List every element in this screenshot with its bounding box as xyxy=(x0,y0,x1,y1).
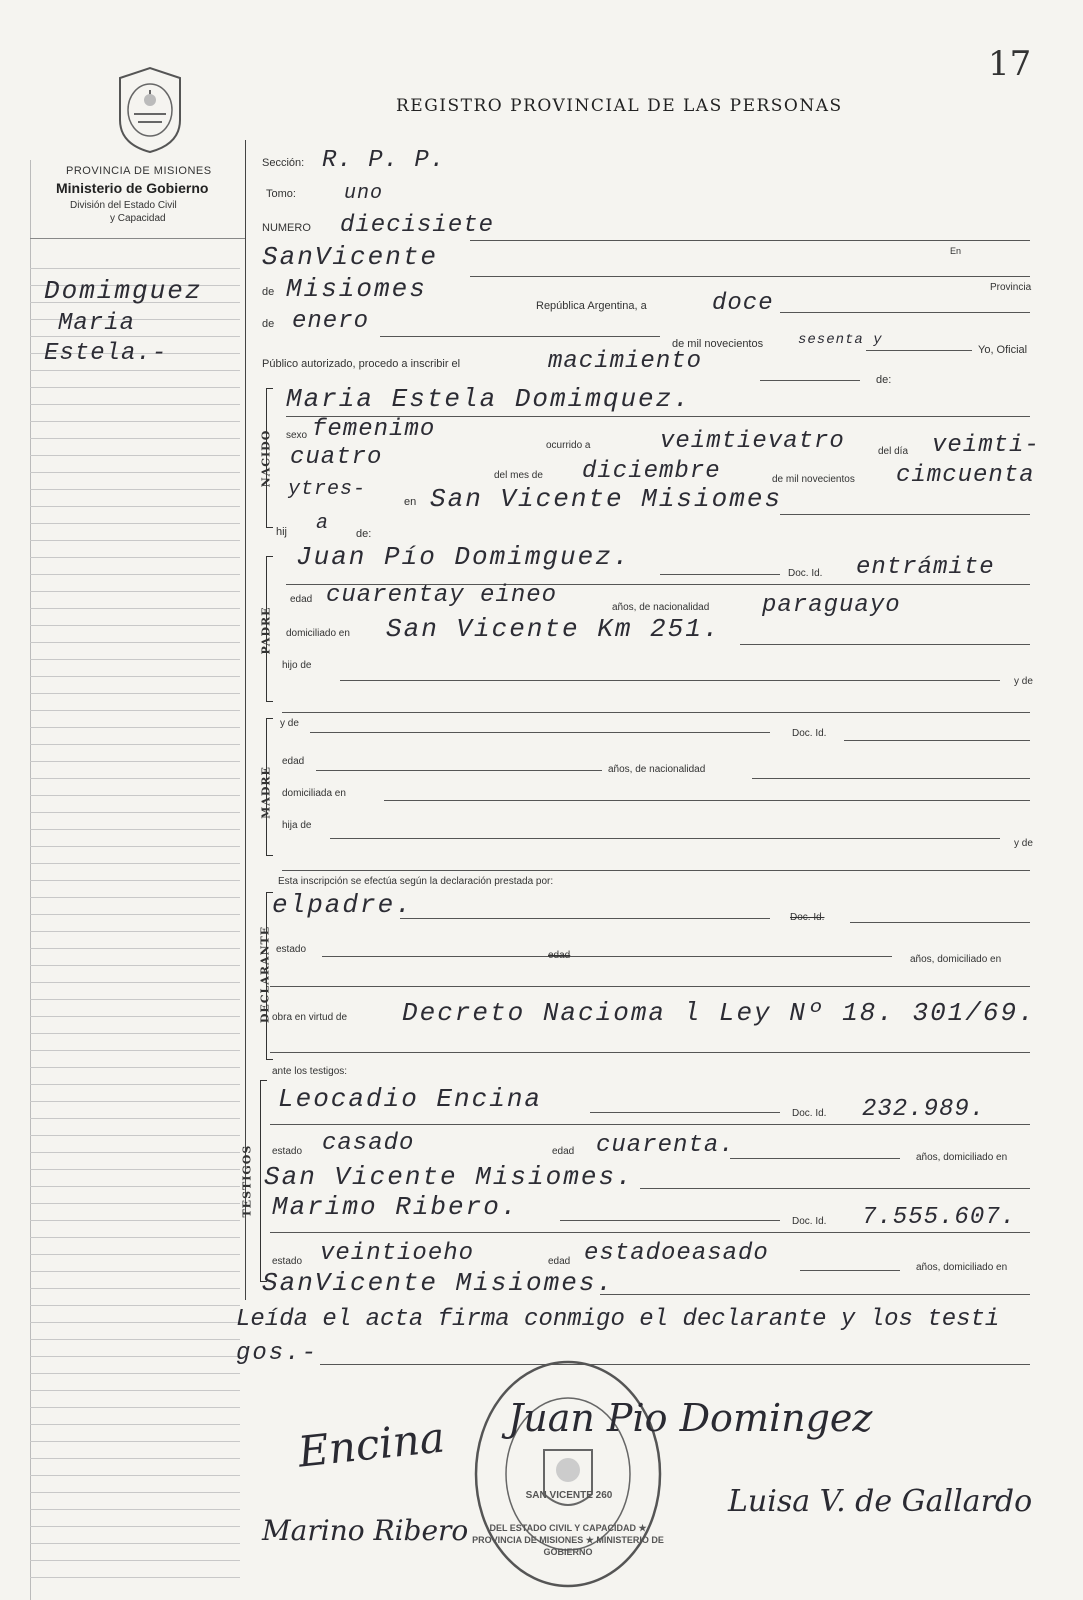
dia-line2: cuatro xyxy=(290,444,383,471)
testigo1-edad-value: cuarenta. xyxy=(596,1132,735,1159)
label-republica: República Argentina, a xyxy=(536,300,647,312)
margin-rule xyxy=(30,625,240,626)
margin-rule xyxy=(30,489,240,490)
margin-rule xyxy=(30,1458,240,1459)
label-de-mil-nac: de mil novecientos xyxy=(772,474,855,485)
label-hij: hij xyxy=(276,526,288,538)
label-de-mil: de mil novecientos xyxy=(672,338,764,350)
margin-rule xyxy=(30,1475,240,1476)
margin-rule xyxy=(30,931,240,932)
label-domiciliada: domiciliada en xyxy=(282,788,346,799)
margin-rule xyxy=(30,880,240,881)
label-hijo-de: hijo de xyxy=(282,660,312,671)
margin-note-name2: Estela.- xyxy=(44,340,168,367)
margin-rule xyxy=(30,1577,240,1578)
label-anos-dom-testigo1: años, domiciliado en xyxy=(916,1152,1008,1163)
margin-note-surname: Domimguez xyxy=(44,276,203,306)
margin-rule xyxy=(30,1288,240,1289)
testigo1-estado-value: casado xyxy=(322,1130,415,1157)
label-doc-testigo2: Doc. Id. xyxy=(792,1216,827,1227)
label-doc-declarante: Doc. Id. xyxy=(790,912,825,923)
coat-of-arms-icon xyxy=(108,64,192,156)
label-anos-nac-madre: años, de nacionalidad xyxy=(608,764,706,775)
margin-rule xyxy=(30,1186,240,1187)
label-provincia: Provincia xyxy=(990,282,1032,293)
margin-rule xyxy=(30,1220,240,1221)
label-edad-padre: edad xyxy=(290,594,313,605)
label-estado-testigo2: estado xyxy=(272,1256,303,1267)
label-doc-madre: Doc. Id. xyxy=(792,728,827,739)
label-obra: obra en virtud de xyxy=(272,1012,348,1023)
cierre-line1: Leída el acta firma conmigo el declarante y los testi xyxy=(236,1306,1000,1333)
label-doc-testigo1: Doc. Id. xyxy=(792,1108,827,1119)
label-publico: Público autorizado, procedo a inscribir el xyxy=(262,358,461,370)
acto-value: macimiento xyxy=(548,348,703,375)
margin-rule xyxy=(30,693,240,694)
margin-rule xyxy=(30,727,240,728)
province-name: PROVINCIA DE MISIONES xyxy=(66,165,212,177)
anio-line2: ytres- xyxy=(288,478,367,501)
madre-label: MADRE xyxy=(259,766,273,819)
sexo-value: femenimo xyxy=(312,416,436,443)
label-seccion: Sección: xyxy=(262,157,305,169)
nacido-nombre: Maria Estela Domimquez. xyxy=(286,384,691,414)
margin-rule xyxy=(30,1016,240,1017)
margin-rule xyxy=(30,1492,240,1493)
dia-acta-value: doce xyxy=(712,290,774,317)
margin-divider xyxy=(245,140,246,1300)
label-de-hij: de: xyxy=(356,528,372,540)
testigo2-domicilio-value: SanVicente Misiomes. xyxy=(262,1268,615,1298)
hij-suffix: a xyxy=(316,512,330,535)
label-estado-testigo1: estado xyxy=(272,1146,303,1157)
signature-juan-pio: Juan Pio Domingez xyxy=(508,1396,873,1440)
cierre-line2: gos.- xyxy=(236,1340,319,1367)
label-anos-nac-padre: años, de nacionalidad xyxy=(612,602,710,613)
label-edad-testigo2: edad xyxy=(548,1256,571,1267)
anio-line1: cimcuenta xyxy=(896,462,1035,489)
margin-rule xyxy=(30,1339,240,1340)
margin-rule xyxy=(30,659,240,660)
margin-rule xyxy=(30,1356,240,1357)
label-anos-dom-testigo2: años, domiciliado en xyxy=(916,1262,1008,1273)
margin-rule xyxy=(30,710,240,711)
margin-rule xyxy=(30,778,240,779)
margin-rule xyxy=(30,744,240,745)
margin-rule xyxy=(30,1067,240,1068)
declarante-label: DECLARANTE xyxy=(258,925,272,1024)
testigo1-nombre: Leocadio Encina xyxy=(278,1084,543,1114)
testigo2-nombre: Marimo Ribero. xyxy=(272,1192,519,1222)
division-line1: División del Estado Civil xyxy=(70,200,177,211)
margin-rule xyxy=(30,1203,240,1204)
seccion-value: R. P. P. xyxy=(322,147,446,174)
margin-rule xyxy=(30,761,240,762)
testigo1-doc-value: 232.989. xyxy=(862,1096,986,1123)
margin-rule xyxy=(30,1424,240,1425)
signature-encina: Encina xyxy=(295,1412,447,1477)
margin-rule xyxy=(30,1322,240,1323)
mes-acta-value: enero xyxy=(292,308,370,335)
margin-rule xyxy=(30,1271,240,1272)
margin-rule xyxy=(30,387,240,388)
margin-rule xyxy=(30,574,240,575)
label-edad-madre: edad xyxy=(282,756,305,767)
margin-rule xyxy=(30,846,240,847)
padre-domicilio-value: San Vicente Km 251. xyxy=(386,614,721,644)
margin-rule xyxy=(30,1441,240,1442)
label-ocurrido: ocurrido a xyxy=(546,440,591,451)
page-number: 17 xyxy=(988,44,1032,84)
margin-rule xyxy=(30,1543,240,1544)
testigos-label: TESTIGOS xyxy=(240,1144,254,1218)
label-y-de-madre2: y de xyxy=(1014,838,1033,849)
label-en: En xyxy=(950,246,962,256)
header-rule xyxy=(30,238,245,239)
padre-label: PADRE xyxy=(259,606,273,655)
hora-value: veimtievatro xyxy=(660,428,845,455)
label-y-de-padre: y de xyxy=(1014,676,1033,687)
margin-rule xyxy=(30,438,240,439)
margin-rule xyxy=(30,268,240,269)
label-estado-declarante: estado xyxy=(276,944,307,955)
declarante-value: elpadre. xyxy=(272,890,413,920)
label-doc-padre: Doc. Id. xyxy=(788,568,823,579)
margin-rule xyxy=(30,863,240,864)
label-de-provincia: de xyxy=(262,286,275,298)
margin-rule xyxy=(30,540,240,541)
label-declaracion: Esta inscripción se efectúa según la declaración prestada por: xyxy=(278,876,554,887)
margin-rule xyxy=(30,948,240,949)
margin-rule xyxy=(30,1305,240,1306)
numero-value: diecisiete xyxy=(340,212,495,239)
decreto-value: Decreto Nacioma l Ley Nº 18. 301/69. xyxy=(402,998,1036,1028)
margin-rule xyxy=(30,897,240,898)
margin-rule xyxy=(30,999,240,1000)
margin-rule xyxy=(30,1407,240,1408)
nacido-label: NACIDO xyxy=(259,429,273,488)
margin-rule xyxy=(30,1560,240,1561)
dia-line1: veimti- xyxy=(932,432,1040,459)
margin-rule xyxy=(30,1254,240,1255)
margin-rule xyxy=(30,404,240,405)
testigo1-domicilio-value: San Vicente Misiomes. xyxy=(264,1162,634,1192)
tomo-value: uno xyxy=(344,182,384,205)
margin-rule xyxy=(30,1135,240,1136)
margin-rule xyxy=(30,455,240,456)
margin-rule xyxy=(30,812,240,813)
division-line2: y Capacidad xyxy=(110,213,166,224)
margin-rule xyxy=(30,523,240,524)
margin-rule xyxy=(30,965,240,966)
label-yo-oficial: Yo, Oficial xyxy=(978,344,1028,356)
margin-rule xyxy=(30,370,240,371)
margin-rule xyxy=(30,1152,240,1153)
label-y-de-madre: y de xyxy=(280,718,299,729)
registry-title: REGISTRO PROVINCIAL DE LAS PERSONAS xyxy=(396,96,843,116)
testigo2-edad-value: estadoeasado xyxy=(584,1240,769,1267)
margin-rule xyxy=(30,1050,240,1051)
lugar-value: SanVicente xyxy=(262,242,439,272)
testigo2-doc-value: 7.555.607. xyxy=(862,1204,1017,1231)
margin-rule xyxy=(30,795,240,796)
label-de-colon: de: xyxy=(876,374,892,386)
ministry-name: Ministerio de Gobierno xyxy=(56,180,209,196)
margin-rule xyxy=(30,914,240,915)
stamp-center-text: SAN VICENTE 260 xyxy=(525,1490,613,1501)
margin-rule xyxy=(30,982,240,983)
label-hija-de: hija de xyxy=(282,820,312,831)
label-anos-domiciliado-declarante: años, domiciliado en xyxy=(910,954,1002,965)
label-edad-declarante: edad xyxy=(548,950,571,961)
margin-rule xyxy=(30,1033,240,1034)
mes-nac-value: diciembre xyxy=(582,458,721,485)
lugar-nac-value: San Vicente Misiomes xyxy=(430,484,783,514)
label-edad-testigo1: edad xyxy=(552,1146,575,1157)
label-en-nac: en xyxy=(404,496,417,508)
signature-marino: Marino Ribero xyxy=(262,1514,469,1547)
margin-rule xyxy=(30,506,240,507)
margin-rule xyxy=(30,1373,240,1374)
margin-rule xyxy=(30,557,240,558)
margin-rule xyxy=(30,1169,240,1170)
margin-rule xyxy=(30,1084,240,1085)
margin-rule xyxy=(30,421,240,422)
label-testigos: ante los testigos: xyxy=(272,1066,348,1077)
padre-nac-value: paraguayo xyxy=(762,592,901,619)
margin-rule xyxy=(30,1509,240,1510)
label-del-dia: del día xyxy=(878,446,909,457)
label-del-mes: del mes de xyxy=(494,470,543,481)
testigo2-estado-value: veintioeho xyxy=(320,1240,475,1267)
margin-rule xyxy=(30,608,240,609)
margin-note-name1: Maria xyxy=(58,310,136,337)
margin-rule xyxy=(30,676,240,677)
margin-rule xyxy=(30,472,240,473)
padre-edad-value: cuarentay eineo xyxy=(326,582,558,609)
margin-rule xyxy=(30,642,240,643)
stamp-ring-text: DEL ESTADO CIVIL Y CAPACIDAD ★ PROVINCIA DE MISIONES ★ MINISTERIO DE GOBIERNO xyxy=(472,1523,664,1557)
margin-rule xyxy=(30,1390,240,1391)
label-sexo: sexo xyxy=(286,430,308,441)
margin-rule xyxy=(30,829,240,830)
label-de-mes: de xyxy=(262,318,275,330)
padre-nombre: Juan Pío Domimguez. xyxy=(296,542,631,572)
anio-acta-value: sesenta y xyxy=(798,332,883,348)
label-tomo: Tomo: xyxy=(266,188,296,200)
margin-rule xyxy=(30,1526,240,1527)
signature-gallardo: Luisa V. de Gallardo xyxy=(728,1484,1033,1519)
margin-rule xyxy=(30,1101,240,1102)
margin-rule xyxy=(30,1118,240,1119)
padre-doc-value: entrámite xyxy=(856,554,995,581)
label-numero: NUMERO xyxy=(262,222,311,234)
official-seal-icon xyxy=(468,1354,668,1594)
margin-rule xyxy=(30,591,240,592)
margin-rule xyxy=(30,1237,240,1238)
label-domiciliado-padre: domiciliado en xyxy=(286,628,350,639)
provincia-value: Misiomes xyxy=(286,274,427,304)
